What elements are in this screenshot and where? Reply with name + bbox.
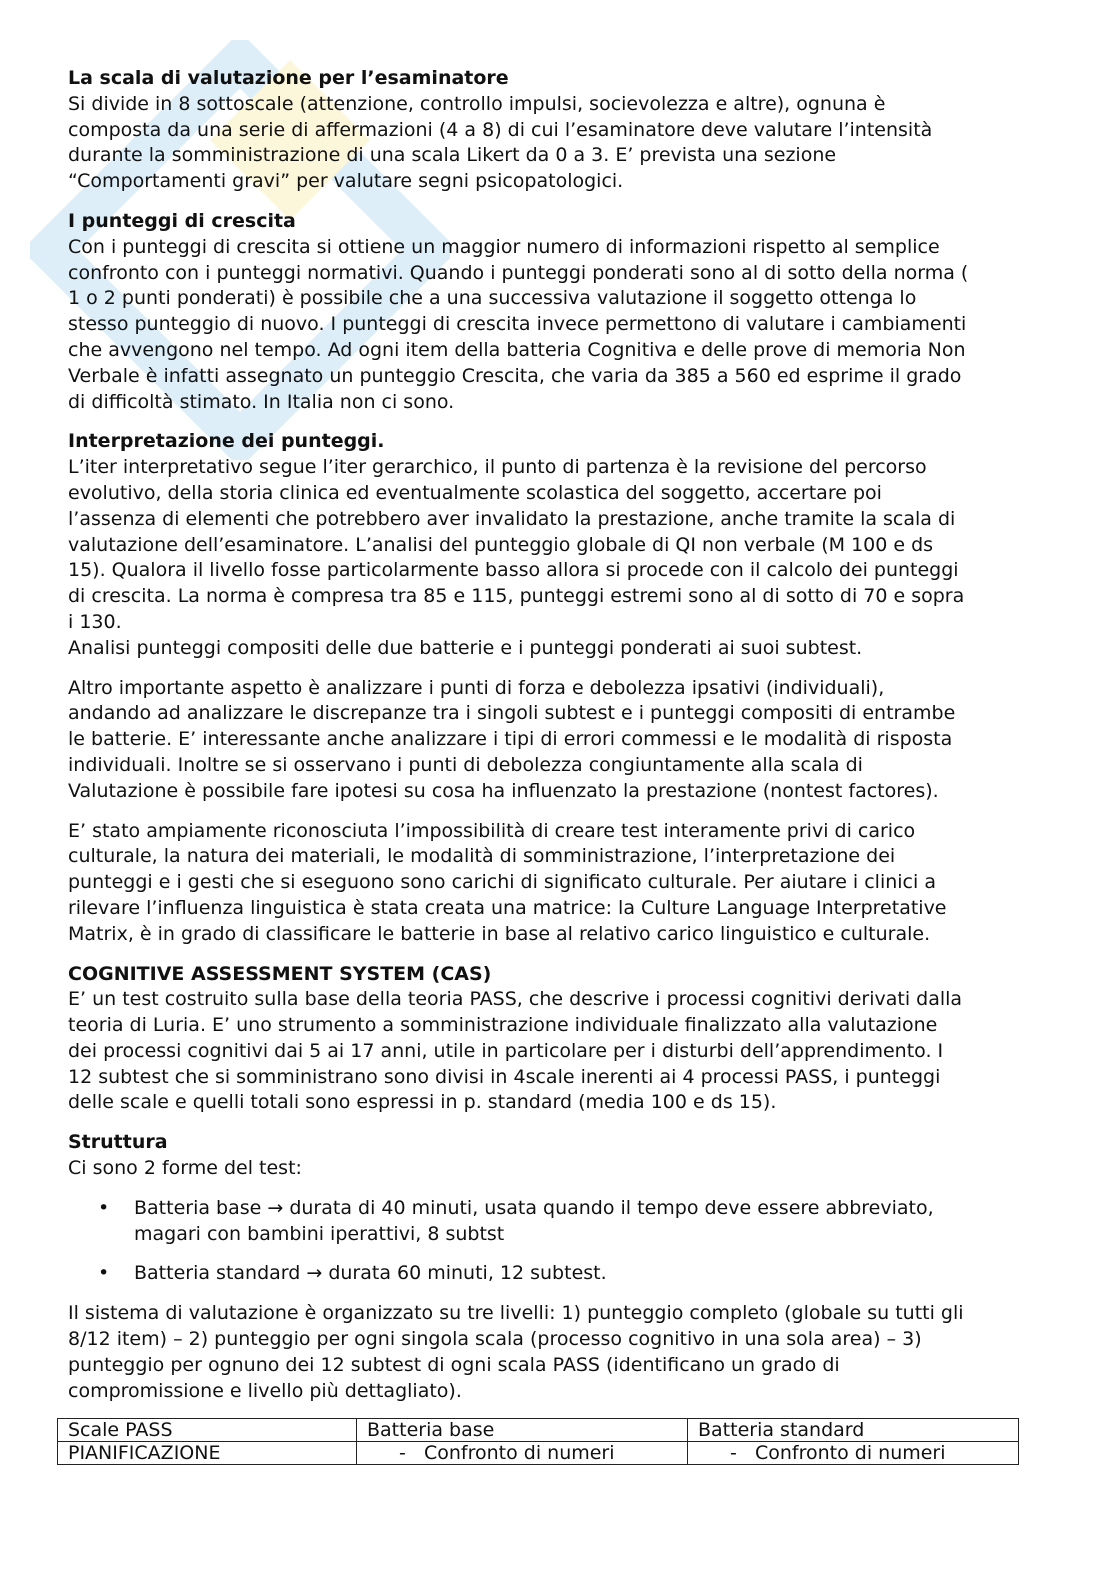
text-line: di crescita. La norma è compresa tra 85 e 115, punteggi estremi sono al di sotto di 70 e sopra [68,585,965,608]
section-heading: Interpretazione dei punteggi. [68,430,385,453]
section-heading: La scala di valutazione per l’esaminatore [68,67,509,89]
text-line: 12 subtest che si somministrano sono divisi in 4scale inerenti ai 4 processi PASS, i punteggi [68,1065,941,1088]
table-header-cell: Batteria standard [688,1419,1019,1442]
section [68,1130,1068,1182]
text-line: i 130. [68,610,122,633]
text-line: teoria di Luria. E’ uno strumento a somministrazione individuale finalizzato alla valutazione [68,1014,938,1037]
text-line: 15). Qualora il livello fosse particolarmente basso allora si procede con il calcolo dei punteggi [68,559,959,582]
text-line: punteggio per ognuno dei 12 subtest di ogni scala PASS (identificano un grado di [68,1353,840,1376]
text-line: l’assenza di elementi che potrebbero aver invalidato la prestazione, anche tramite la scala di [68,507,956,530]
text-line: compromissione e livello più dettagliato). [68,1379,462,1402]
text-line: culturale, la natura dei materiali, le modalità di somministrazione, l’interpretazione dei [68,845,896,868]
text-line: Verbale è infatti assegnato un punteggio Crescita, che varia da 385 a 560 ed esprime il grado [68,364,962,387]
table-cell: - Confronto di numeri [688,1442,1019,1465]
text-line: E’ stato ampiamente riconosciuta l’impossibilità di creare test interamente privi di carico [68,819,916,842]
section [68,66,1068,195]
table-header-cell: Batteria base [357,1419,688,1442]
section [68,676,1068,805]
text-line: che avvengono nel tempo. Ad ogni item della batteria Cognitiva e delle prove di memoria Non [68,338,966,361]
text-line: rilevare l’influenza linguistica è stata creata una matrice: la Culture Language Interpretative [68,896,947,919]
document-body [68,66,1068,1465]
text-line: Batteria base → durata di 40 minuti, usata quando il tempo deve essere abbreviato, [134,1196,934,1219]
text-line: Con i punteggi di crescita si ottiene un maggior numero di informazioni rispetto al semplice [68,235,940,258]
section [68,429,1068,661]
closing-paragraph [68,1301,1068,1404]
text-line: Altro importante aspetto è analizzare i punti di forza e debolezza ipsativi (individuali), [68,676,885,699]
text-line: delle scale e quelli totali sono espressi in p. standard (media 100 e ds 15). [68,1091,777,1114]
text-line: 8/12 item) – 2) punteggio per ogni singola scala (processo cognitivo in una sola area) – 3) [68,1328,922,1351]
text-line: Si divide in 8 sottoscale (attenzione, controllo impulsi, socievolezza e altre), ognuna è [68,92,886,115]
table-cell: PIANIFICAZIONE [58,1442,357,1465]
text-line: stesso punteggio di nuovo. I punteggi di crescita invece permettono di valutare i cambiamenti [68,313,967,336]
text-line: Matrix, è in grado di classificare le batterie in base al relativo carico linguistico e culturale. [68,922,931,945]
text-line: Valutazione è possibile fare ipotesi su cosa ha influenzato la prestazione (nontest factores). [68,779,939,802]
text-line: “Comportamenti gravi” per valutare segni psicopatologici. [68,170,624,193]
bullet-item [68,1196,1068,1248]
text-line: le batterie. E’ interessante anche analizzare i tipi di errori commessi e le modalità di risposta [68,728,953,751]
bullet-icon: • [98,1196,110,1219]
text-line: magari con bambini iperattivi, 8 subtst [134,1222,505,1245]
section [68,819,1068,948]
text-line: valutazione dell’esaminatore. L’analisi del punteggio globale di QI non verbale (M 100 e ds [68,533,934,556]
text-line: individuali. Inoltre se si osservano i punti di debolezza congiuntamente alla scala di [68,753,863,776]
pass-table [57,1418,1019,1465]
text-line: E’ un test costruito sulla base della teoria PASS, che descrive i processi cognitivi derivati dalla [68,988,963,1011]
section [68,209,1068,415]
table-cell: - Confronto di numeri [357,1442,688,1465]
text-line: Ci sono 2 forme del test: [68,1157,302,1180]
bullet-icon: • [98,1262,110,1285]
text-line: di difficoltà stimato. In Italia non ci sono. [68,390,455,413]
text-line: 1 o 2 punti ponderati) è possibile che a una successiva valutazione il soggetto ottenga lo [68,287,917,310]
table-header-cell: Scale PASS [58,1419,357,1442]
text-line: punteggi e i gesti che si eseguono sono carichi di significato culturale. Per aiutare i clinici a [68,871,936,894]
table-row [58,1442,1019,1465]
text-line: durante la somministrazione di una scala Likert da 0 a 3. E’ prevista una sezione [68,144,837,167]
text-line: confronto con i punteggi normativi. Quando i punteggi ponderati sono al di sotto della norma ( [68,261,969,284]
table-header-row [58,1419,1019,1442]
text-line: dei processi cognitivi dai 5 ai 17 anni, utile in particolare per i disturbi dell’apprendimento. I [68,1039,944,1062]
text-line: composta da una serie di affermazioni (4 a 8) di cui l’esaminatore deve valutare l’intensità [68,118,933,141]
text-line: andando ad analizzare le discrepanze tra i singoli subtest e i punteggi compositi di entrambe [68,702,956,725]
section-heading: COGNITIVE ASSESSMENT SYSTEM (CAS) [68,962,492,985]
text-line: Analisi punteggi compositi delle due batterie e i punteggi ponderati ai suoi subtest. [68,636,863,659]
bullet-item [68,1261,1068,1287]
text-line: L’iter interpretativo segue l’iter gerarchico, il punto di partenza è la revisione del percorso [68,456,927,479]
section-heading: Struttura [68,1131,168,1154]
text-line: Il sistema di valutazione è organizzato su tre livelli: 1) punteggio completo (globale su tutti gli [68,1302,964,1325]
text-line: evolutivo, della storia clinica ed eventualmente scolastica del soggetto, accertare poi [68,481,882,504]
section-heading: I punteggi di crescita [68,209,296,232]
text-line: Batteria standard → durata 60 minuti, 12 subtest. [134,1262,607,1285]
section [68,962,1068,1117]
